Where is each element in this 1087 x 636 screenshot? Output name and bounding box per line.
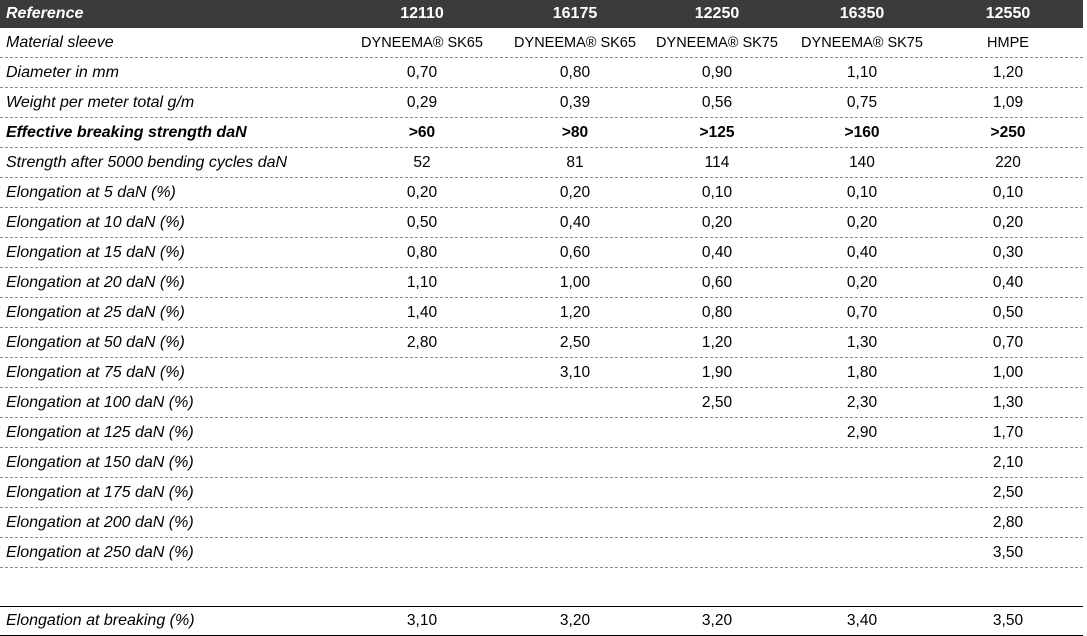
table-cell: 1,00: [559, 273, 591, 291]
table-cell: 2,30: [846, 393, 878, 411]
table-cell: DYNEEMA® SK75: [656, 34, 778, 51]
table-cell: HMPE: [987, 34, 1029, 51]
table-cell: 3,50: [992, 543, 1024, 561]
table-row: [0, 178, 1083, 208]
row-label: Elongation at 150 daN (%): [6, 453, 194, 471]
table-cell: 1,70: [992, 423, 1024, 441]
table-cell: 0,75: [846, 93, 878, 111]
table-cell: 1,40: [406, 303, 438, 321]
table-row: [0, 268, 1083, 298]
table-cell: 0,50: [406, 213, 438, 231]
table-cell: 0,20: [846, 273, 878, 291]
table-cell: 0,60: [701, 273, 733, 291]
table-cell: 1,80: [846, 363, 878, 381]
column-header: 16350: [839, 5, 885, 22]
column-header: 16175: [552, 5, 598, 22]
table-cell: 81: [566, 153, 584, 171]
table-row-final: [0, 606, 1083, 636]
table-cell: DYNEEMA® SK75: [801, 34, 923, 51]
table-cell: 3,40: [846, 612, 878, 629]
table-cell: 2,10: [992, 453, 1024, 471]
row-label: Elongation at 75 daN (%): [6, 363, 185, 381]
row-label: Elongation at 200 daN (%): [6, 513, 194, 531]
row-label: Elongation at 10 daN (%): [6, 213, 185, 231]
row-label: Effective breaking strength daN: [6, 123, 247, 141]
table-row: [0, 418, 1083, 448]
table-header-row: [0, 0, 1083, 28]
table-cell: 0,40: [701, 243, 733, 261]
table-cell: 114: [704, 153, 730, 171]
table-cell: 0,40: [559, 213, 591, 231]
table-cell: 1,90: [701, 363, 733, 381]
table-cell: 3,50: [992, 612, 1024, 629]
table-cell: 0,70: [406, 63, 438, 81]
table-cell: 0,30: [992, 243, 1024, 261]
table-cell: 0,10: [701, 183, 733, 201]
table-cell: 3,20: [559, 612, 591, 629]
table-cell: 140: [849, 153, 875, 171]
table-cell: 2,50: [701, 393, 733, 411]
table-cell: 2,50: [992, 483, 1024, 501]
table-row: [0, 448, 1083, 478]
row-label: Elongation at 250 daN (%): [6, 543, 194, 561]
table-cell: 1,10: [406, 273, 438, 291]
column-header: 12110: [400, 5, 444, 22]
table-cell: 1,30: [846, 333, 878, 351]
table-cell: 1,09: [992, 93, 1024, 111]
table-cell: 0,20: [846, 213, 878, 231]
row-label: Weight per meter total g/m: [6, 93, 195, 111]
table-cell: 1,30: [992, 393, 1024, 411]
row-label: Material sleeve: [6, 33, 114, 51]
table-cell: >160: [844, 123, 880, 141]
table-cell: 0,80: [406, 243, 438, 261]
table-row: [0, 88, 1083, 118]
table-cell: 2,80: [992, 513, 1024, 531]
table-cell: 1,20: [701, 333, 733, 351]
header-label: Reference: [6, 5, 84, 22]
table-cell: DYNEEMA® SK65: [514, 34, 636, 51]
table-row: [0, 538, 1083, 568]
table-cell: 0,20: [701, 213, 733, 231]
row-label: Elongation at 5 daN (%): [6, 183, 176, 201]
table-row: [0, 328, 1083, 358]
table-cell: 2,50: [559, 333, 591, 351]
table-cell: 3,20: [701, 612, 733, 629]
table-cell: 0,60: [559, 243, 591, 261]
table-cell: 1,10: [846, 63, 878, 81]
table-cell: 2,90: [846, 423, 878, 441]
row-label: Elongation at 125 daN (%): [6, 423, 194, 441]
table-cell: 0,90: [701, 63, 733, 81]
table-cell: 0,56: [701, 93, 733, 111]
table-cell: 1,00: [992, 363, 1024, 381]
table-row: [0, 238, 1083, 268]
table-cell: 0,20: [992, 213, 1024, 231]
table-row: [0, 388, 1083, 418]
table-row-highlight: [0, 118, 1083, 148]
table-cell: 0,80: [701, 303, 733, 321]
row-label: Elongation at 100 daN (%): [6, 393, 194, 411]
table-cell: 1,20: [992, 63, 1024, 81]
table-row: [0, 358, 1083, 388]
table-cell: 0,70: [992, 333, 1024, 351]
table-row: [0, 478, 1083, 508]
row-label: Elongation at 50 daN (%): [6, 333, 185, 351]
table-cell: 3,10: [406, 612, 438, 629]
row-label: Diameter in mm: [6, 63, 119, 81]
table-cell: 0,70: [846, 303, 878, 321]
table-cell: 1,20: [559, 303, 591, 321]
table-row: [0, 208, 1083, 238]
table-cell: 220: [995, 153, 1021, 171]
row-label: Elongation at 20 daN (%): [6, 273, 185, 291]
row-label: Elongation at 15 daN (%): [6, 243, 185, 261]
column-header: 12250: [694, 5, 740, 22]
table-cell: 0,50: [992, 303, 1024, 321]
table-cell: 3,10: [559, 363, 591, 381]
table-cell: >125: [699, 123, 735, 141]
table-cell: 0,29: [406, 93, 438, 111]
table-row: [0, 148, 1083, 178]
table-cell: 0,10: [846, 183, 878, 201]
table-cell: 0,20: [406, 183, 438, 201]
row-label: Elongation at breaking (%): [6, 612, 195, 629]
table-row: [0, 58, 1083, 88]
table-cell: 0,39: [559, 93, 591, 111]
table-cell: 0,80: [559, 63, 591, 81]
table-row: [0, 298, 1083, 328]
table-cell: >80: [561, 123, 589, 141]
column-header: 12550: [985, 5, 1031, 22]
table-cell: 0,40: [846, 243, 878, 261]
table-cell: 52: [413, 153, 431, 171]
table-cell: 0,20: [559, 183, 591, 201]
table-cell: 2,80: [406, 333, 438, 351]
row-label: Elongation at 25 daN (%): [6, 303, 185, 321]
row-label: Strength after 5000 bending cycles daN: [6, 153, 288, 171]
table-row: [0, 508, 1083, 538]
table-cell: DYNEEMA® SK65: [361, 34, 483, 51]
table-cell: 0,40: [992, 273, 1024, 291]
table-cell: 0,10: [992, 183, 1024, 201]
table-cell: >250: [990, 123, 1026, 141]
row-label: Elongation at 175 daN (%): [6, 483, 194, 501]
table-row: [0, 28, 1083, 58]
table-cell: >60: [408, 123, 436, 141]
table-spacer: [0, 568, 1083, 598]
